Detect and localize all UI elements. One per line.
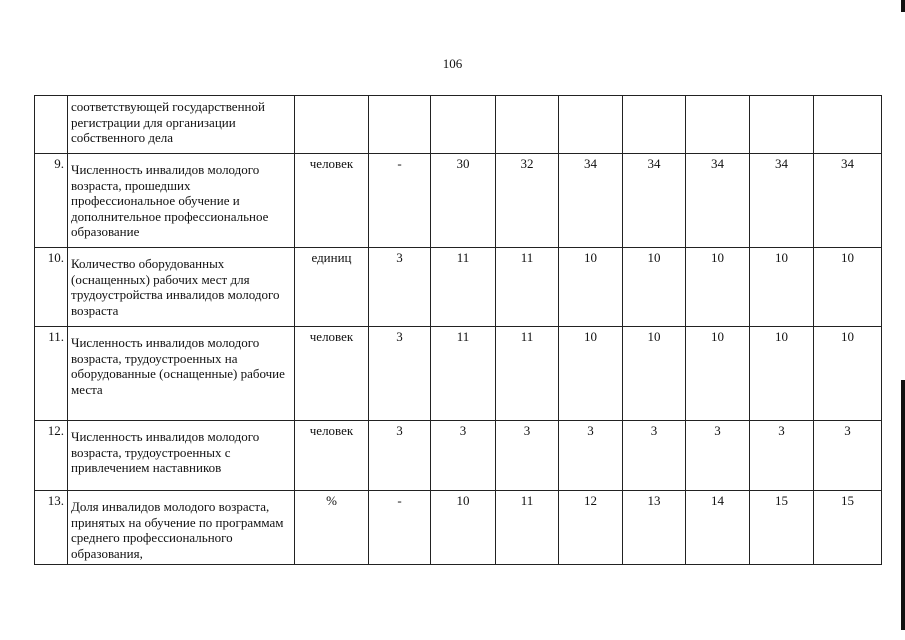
unit-cell: единиц — [295, 248, 369, 327]
value-cell: 30 — [431, 154, 496, 248]
value-cell: - — [369, 491, 431, 565]
unit-cell: человек — [295, 327, 369, 421]
value-cell: 3 — [369, 421, 431, 491]
unit-cell: % — [295, 491, 369, 565]
table-row — [35, 491, 882, 565]
value-cell: 10 — [750, 327, 814, 421]
table-row — [35, 96, 882, 154]
value-cell: - — [369, 154, 431, 248]
row-number-cell — [35, 96, 68, 154]
value-cell: 14 — [686, 491, 750, 565]
value-cell: 11 — [496, 248, 559, 327]
value-cell: 11 — [496, 491, 559, 565]
value-cell: 15 — [750, 491, 814, 565]
value-cell — [431, 96, 496, 154]
value-cell: 3 — [559, 421, 623, 491]
indicator-name-cell: Численность инвалидов молодого возраста, трудоустроенных на оборудованные (оснащенные) рабочие места — [68, 327, 295, 421]
value-cell: 10 — [686, 327, 750, 421]
value-cell: 10 — [750, 248, 814, 327]
value-cell: 10 — [814, 327, 882, 421]
value-cell: 3 — [369, 248, 431, 327]
indicator-name-cell: Количество оборудованных (оснащенных) рабочих мест для трудоустройства инвалидов молодого возраста — [68, 248, 295, 327]
value-cell: 10 — [686, 248, 750, 327]
value-cell: 34 — [623, 154, 686, 248]
value-cell — [496, 96, 559, 154]
value-cell: 3 — [496, 421, 559, 491]
value-cell: 10 — [623, 248, 686, 327]
table-row — [35, 421, 882, 491]
row-number-cell: 12. — [35, 421, 68, 491]
value-cell: 3 — [750, 421, 814, 491]
row-number-cell: 9. — [35, 154, 68, 248]
value-cell — [559, 96, 623, 154]
value-cell — [750, 96, 814, 154]
unit-cell: человек — [295, 154, 369, 248]
value-cell: 11 — [496, 327, 559, 421]
value-cell: 10 — [623, 327, 686, 421]
value-cell: 3 — [686, 421, 750, 491]
value-cell: 10 — [814, 248, 882, 327]
unit-cell — [295, 96, 369, 154]
value-cell: 10 — [431, 491, 496, 565]
value-cell: 32 — [496, 154, 559, 248]
value-cell: 12 — [559, 491, 623, 565]
value-cell: 34 — [686, 154, 750, 248]
indicators-table — [34, 95, 882, 565]
table-row — [35, 154, 882, 248]
scan-edge-mark-top — [901, 0, 905, 12]
indicator-name-cell: Доля инвалидов молодого возраста, принятых на обучение по программам среднего профессионального образования, — [68, 491, 295, 565]
row-number-cell: 10. — [35, 248, 68, 327]
indicator-name-cell: Численность инвалидов молодого возраста, трудоустроенных с привлечением наставников — [68, 421, 295, 491]
value-cell — [814, 96, 882, 154]
indicator-name-cell: Численность инвалидов молодого возраста, прошедших профессиональное обучение и дополнительное профессиональное образование — [68, 154, 295, 248]
table-row — [35, 327, 882, 421]
value-cell: 13 — [623, 491, 686, 565]
value-cell — [686, 96, 750, 154]
value-cell: 11 — [431, 248, 496, 327]
row-number-cell: 11. — [35, 327, 68, 421]
table-body — [35, 96, 882, 565]
value-cell: 34 — [814, 154, 882, 248]
value-cell: 3 — [814, 421, 882, 491]
indicator-name-cell: соответствующей государственной регистрации для организации собственного дела — [68, 96, 295, 154]
scan-edge-mark-bottom — [901, 380, 905, 630]
value-cell — [623, 96, 686, 154]
row-number-cell: 13. — [35, 491, 68, 565]
value-cell: 11 — [431, 327, 496, 421]
value-cell: 34 — [750, 154, 814, 248]
value-cell: 15 — [814, 491, 882, 565]
unit-cell: человек — [295, 421, 369, 491]
value-cell: 3 — [431, 421, 496, 491]
value-cell: 10 — [559, 327, 623, 421]
value-cell: 3 — [369, 327, 431, 421]
value-cell — [369, 96, 431, 154]
value-cell: 3 — [623, 421, 686, 491]
page-number: 106 — [442, 56, 463, 71]
table-row — [35, 248, 882, 327]
value-cell: 10 — [559, 248, 623, 327]
value-cell: 34 — [559, 154, 623, 248]
